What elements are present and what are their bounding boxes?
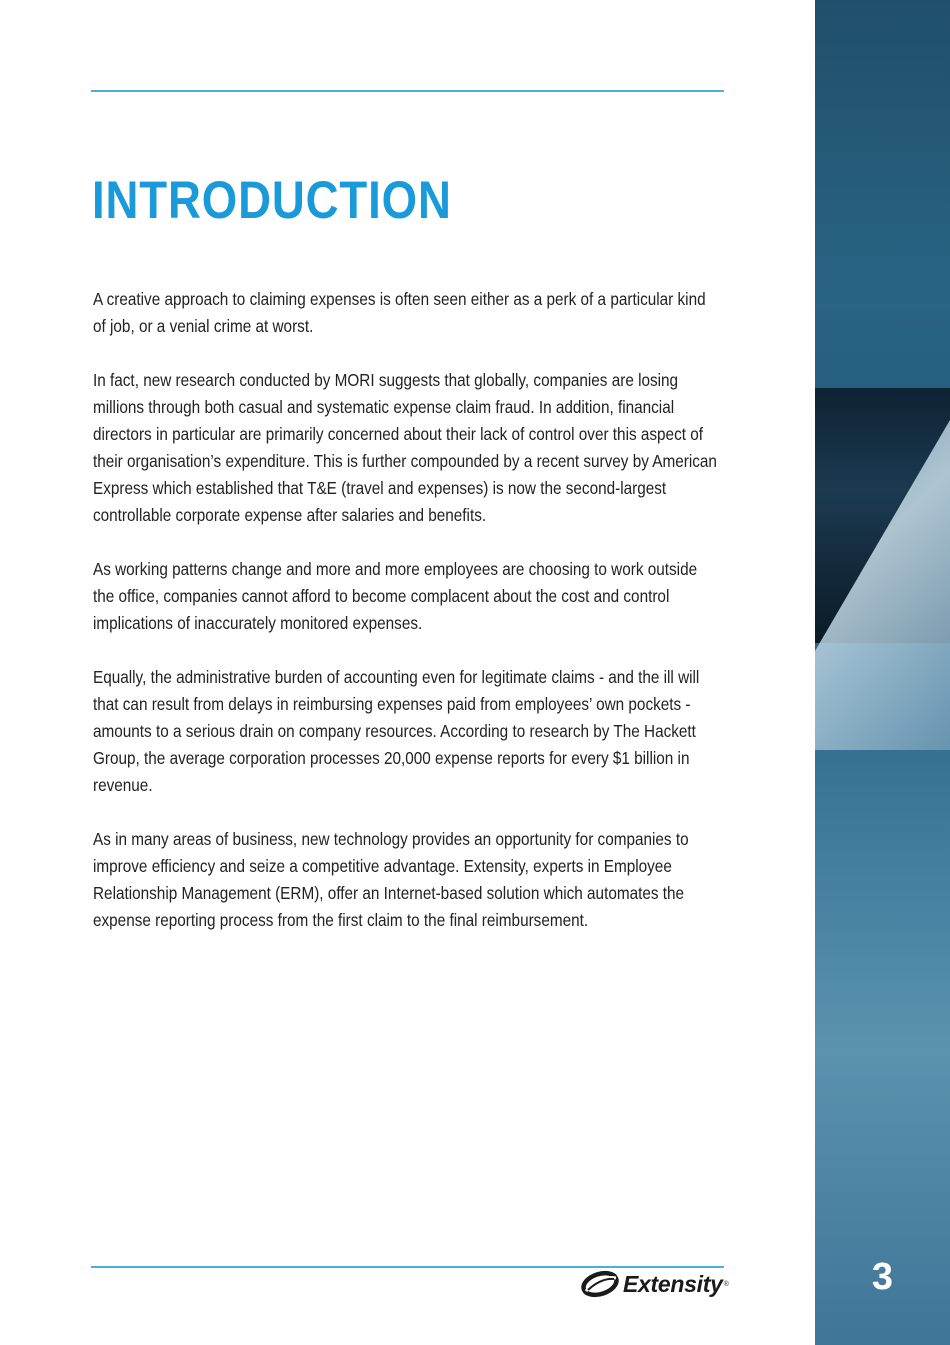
paragraph-1: A creative approach to claiming expenses is often seen either as a perk of a particular kind of job, or a venial crime at worst. — [93, 289, 706, 336]
top-divider — [91, 90, 724, 92]
extensity-swoosh-icon — [580, 1269, 620, 1299]
side-photo-panel — [815, 0, 950, 1345]
logo-wordmark: Extensity — [623, 1270, 723, 1297]
body-text — [93, 286, 719, 961]
paragraph-4: Equally, the administrative burden of accounting even for legitimate claims - and the ill will that can result from delays in reimbursing expenses paid from employees’ own pockets - amounts to a serious drain on company resources. According to research by The Hackett Group, the average corporation processes 20,000 expense reports for every $1 billion in revenue. — [93, 667, 700, 795]
paragraph-5: As in many areas of business, new technology provides an opportunity for companies to improve efficiency and seize a competitive advantage. Extensity, experts in Employee Relationship Management (ERM), offer an Internet-based solution which automates the expense reporting process from the first claim to the final reimbursement. — [93, 829, 689, 930]
registered-mark: ® — [723, 1280, 729, 1288]
extensity-logo — [580, 1268, 729, 1300]
paragraph-2: In fact, new research conducted by MORI suggests that globally, companies are losing millions through both casual and systematic expense claim fraud. In addition, financial directors in particular are primarily concerned about their lack of control over this aspect of their organisation’s expenditure. This is further compounded by a recent survey by American Express which established that T&E (travel and expenses) is now the second-largest controllable corporate expense after salaries and benefits. — [93, 370, 717, 525]
page-title: INTRODUCTION — [92, 171, 452, 230]
paragraph-3: As working patterns change and more and more employees are choosing to work outside the office, companies cannot afford to become complacent about the cost and control implications of inaccurately monitored expenses. — [93, 559, 698, 633]
page-number: 3 — [871, 1256, 894, 1298]
